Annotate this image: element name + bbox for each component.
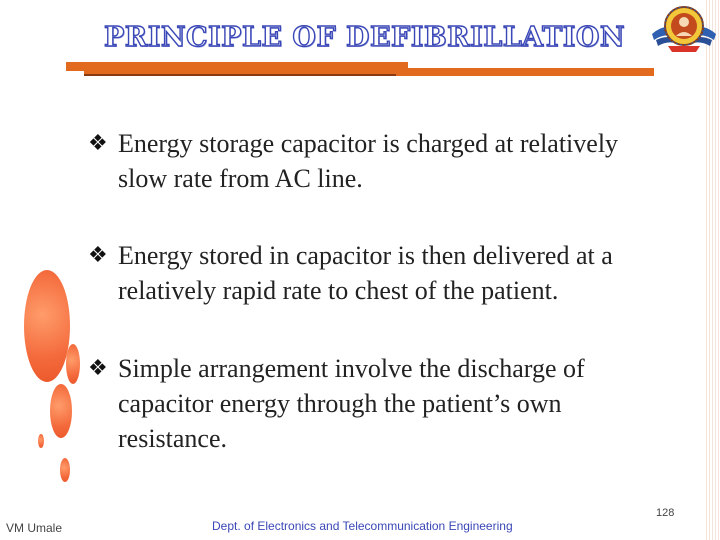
institute-emblem-icon — [648, 0, 720, 58]
decor-circle-medium — [50, 384, 72, 438]
decor-circle-small — [66, 344, 80, 384]
bullet-text-line: Energy stored in capacitor is then delivered at a — [118, 241, 613, 270]
title-underline-shadow — [84, 74, 396, 76]
decor-circle-large — [24, 270, 70, 382]
bullet-text-line: Energy storage capacitor is charged at relatively — [118, 129, 619, 158]
edge-stripes-decoration — [706, 0, 720, 540]
bullet-text-line: resistance. — [118, 424, 228, 453]
bullet-text-line: capacitor energy through the patient’s own — [118, 389, 562, 418]
bullet-text-line: slow rate from AC line. — [118, 164, 363, 193]
footer-department: Dept. of Electronics and Telecommunication Engineering — [212, 519, 513, 533]
bullet-item — [88, 351, 678, 456]
decor-circle-tiny — [38, 434, 44, 448]
bullet-text-line: Simple arrangement involve the discharge of — [118, 354, 585, 383]
slide-title: PRINCIPLE OF DEFIBRILLATION — [104, 22, 626, 53]
four-diamond-bullet-icon: ❖ — [88, 131, 108, 156]
page-number: 128 — [656, 507, 675, 519]
bullet-item — [88, 126, 678, 196]
bullet-text-line: relatively rapid rate to chest of the patient. — [118, 276, 559, 305]
decor-circle-small-lower — [60, 458, 70, 482]
four-diamond-bullet-icon: ❖ — [88, 243, 108, 268]
four-diamond-bullet-icon: ❖ — [88, 356, 108, 381]
bullet-item — [88, 238, 678, 308]
footer-author: VM Umale — [6, 521, 63, 535]
